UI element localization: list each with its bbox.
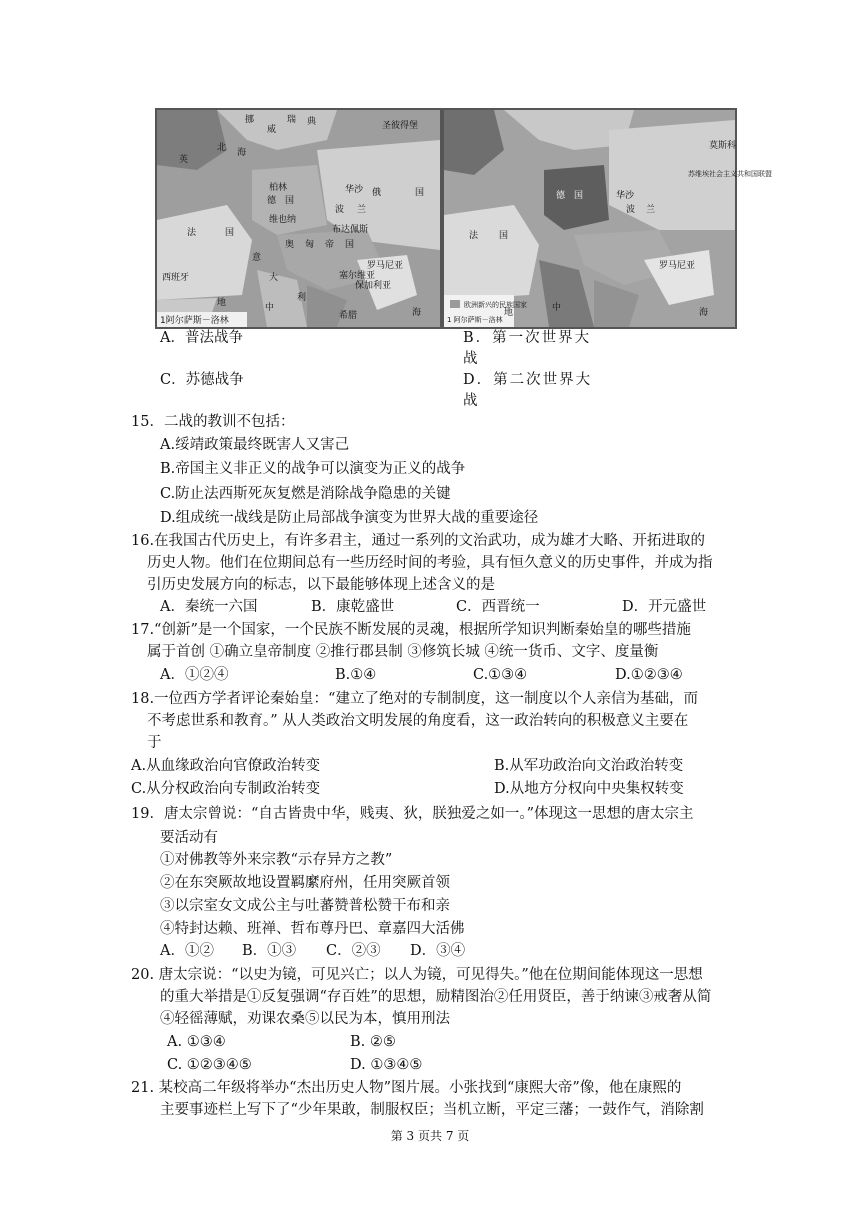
map-label: 俄 xyxy=(372,188,382,198)
map-label: 华沙 xyxy=(616,191,635,201)
q17-option-d: D.①②③④ xyxy=(615,667,683,683)
q19-stem-line1: 19．唐太宗曾说：“自古皆贵中华，贱夷、狄，朕独爱之如一。”体现这一思想的唐太宗主 xyxy=(131,806,694,822)
map-right-labels xyxy=(444,110,772,327)
q19-option-a: A．①② xyxy=(160,943,214,959)
q15-option-d: D.组成统一战线是防止局部战争演变为世界大战的重要途径 xyxy=(160,510,539,526)
q17-option-c: C.①③④ xyxy=(473,667,528,683)
q19-option-d: D．③④ xyxy=(410,943,466,959)
q17-stem-line1: 17.“创新”是一个国家，一个民族不断发展的灵魂，根据所学知识判断秦始皇的哪些措施 xyxy=(131,622,691,638)
q17-option-b: B.①④ xyxy=(335,667,377,683)
map-label: 中 xyxy=(552,303,562,313)
map-label: 利 xyxy=(297,293,307,303)
map-label: 大 xyxy=(269,273,279,283)
q17-option-a: A．①②④ xyxy=(160,667,229,683)
map-label: 国 xyxy=(225,228,235,238)
page-footer: 第 3 页共 7 页 xyxy=(390,1129,470,1143)
map-label: 威 xyxy=(267,125,277,135)
map-left-labels xyxy=(157,110,440,327)
map-label: 莫斯科 xyxy=(709,141,737,151)
map-label: 瑞 xyxy=(287,115,297,125)
q20-stem-line1: 20. 唐太宗说：“以史为镜，可见兴亡；以人为镜，可见得失。”他在位期间能体现这一思想 xyxy=(131,967,703,983)
map-label: 帝 xyxy=(325,240,335,250)
q20-option-d: D. ①③④⑤ xyxy=(350,1057,423,1073)
map-label: 罗马尼亚 xyxy=(367,261,404,271)
q16-stem-line3: 引历史发展方向的标志，以下最能够体现上述含义的是 xyxy=(147,577,495,593)
map-label: 地 xyxy=(217,298,227,308)
q18-stem-line1: 18.一位西方学者评论秦始皇：“建立了绝对的专制制度，这一制度以个人亲信为基础，而 xyxy=(131,691,698,707)
map-label: 地 xyxy=(504,308,514,318)
map-label: 典 xyxy=(307,117,317,127)
map-label: 罗马尼亚 xyxy=(659,261,696,271)
map-label: 英 xyxy=(179,155,189,165)
q19-item-1: ①对佛教等外来宗教“示存异方之教” xyxy=(160,852,393,868)
q16-stem-line2: 历史人物。他们在位期间总有一些历经时间的考验，具有恒久意义的历史事件，并成为指 xyxy=(147,555,713,571)
q16-option-c: C．西晋统一 xyxy=(456,599,540,615)
map-label: 德 xyxy=(267,196,277,206)
map-label: 维也纳 xyxy=(269,215,297,225)
q21-stem-line1: 21. 某校高二年级将举办“杰出历史人物”图片展。小张找到“康熙大帝”像，他在康熙的 xyxy=(131,1080,682,1096)
map-label: 华沙 xyxy=(345,185,364,195)
map-label: 布达佩斯 xyxy=(332,225,369,235)
q18-stem-line2: 不考虑世系和教育。” 从人类政治文明发展的角度看，这一政治转向的积极意义主要在 xyxy=(147,713,689,729)
map-label: 希腊 xyxy=(339,311,358,321)
map-label: 波 xyxy=(335,205,345,215)
q14-option-a: A．普法战争 xyxy=(160,330,243,346)
map-label: 国 xyxy=(345,240,355,250)
q14-option-d: D．第二次世界大 xyxy=(463,372,593,388)
q14-option-d-cont: 战 xyxy=(463,393,478,409)
q18-option-a: A.从血缘政治向官僚政治转变 xyxy=(131,758,321,774)
q19-item-3: ③以宗室女文成公主与吐蕃赞普松赞干布和亲 xyxy=(160,898,450,914)
q15-option-c: C.防止法西斯死灰复燃是消除战争隐患的关键 xyxy=(160,486,451,502)
q19-stem-line2: 要活动有 xyxy=(160,830,218,846)
map-label: 挪 xyxy=(245,115,255,125)
map-label: 奥 xyxy=(285,240,295,250)
q18-option-b: B.从军功政治向文治政治转变 xyxy=(494,758,684,774)
map-label: 中 xyxy=(265,303,275,313)
q21-stem-line2: 主要事迹栏上写下了“少年果敢，制服权臣；当机立断，平定三藩；一鼓作气，消除割 xyxy=(160,1102,704,1118)
map-label: 西班牙 xyxy=(162,273,190,283)
q15-option-a: A.绥靖政策最终既害人又害己 xyxy=(160,437,350,453)
map-caption: 1阿尔萨斯－洛林 xyxy=(160,316,229,326)
map-label: 兰 xyxy=(357,205,367,215)
q14-option-c: C．苏德战争 xyxy=(160,372,244,388)
q19-option-b: B．①③ xyxy=(242,943,297,959)
map-label: 海 xyxy=(699,308,709,318)
q19-option-c: C．②③ xyxy=(326,943,381,959)
q15-stem: 15．二战的教训不包括： xyxy=(131,414,295,430)
q20-option-c: C. ①②③④⑤ xyxy=(167,1057,252,1073)
map-label: 德 xyxy=(556,191,566,201)
map-europe-before-ww1 xyxy=(155,108,442,329)
map-label: 塞尔维亚 xyxy=(339,271,376,281)
map-label: 兰 xyxy=(646,205,656,215)
q20-option-b: B. ②⑤ xyxy=(350,1034,396,1050)
q20-option-a: A. ①③④ xyxy=(167,1034,226,1050)
map-caption: 1 阿尔萨斯－洛林 xyxy=(447,316,503,324)
q18-option-c: C.从分权政治向专制政治转变 xyxy=(131,781,321,797)
map-label: 海 xyxy=(412,308,422,318)
q16-option-b: B．康乾盛世 xyxy=(311,599,395,615)
q16-option-d: D．开元盛世 xyxy=(622,599,707,615)
map-label: 法 xyxy=(187,228,197,238)
q18-option-d: D.从地方分权向中央集权转变 xyxy=(494,781,684,797)
map-label: 圣彼得堡 xyxy=(382,121,419,131)
map-label: 国 xyxy=(415,188,425,198)
q18-stem-line3: 于 xyxy=(147,735,162,751)
map-label: 苏维埃社会主义共和国联盟 xyxy=(688,170,772,178)
map-label: 波 xyxy=(626,205,636,215)
map-label: 匈 xyxy=(305,240,315,250)
map-label: 意 xyxy=(252,253,262,263)
q17-stem-line2: 属于首创 ①确立皇帝制度 ②推行郡县制 ③修筑长城 ④统一货币、文字、度量衡 xyxy=(147,644,659,660)
map-label: 保加利亚 xyxy=(355,281,392,291)
map-label: 国 xyxy=(574,191,584,201)
q16-stem-line1: 16.在我国古代历史上，有许多君主，通过一系列的文治武功，成为雄才大略、开拓进取的 xyxy=(131,533,706,549)
map-legend: 欧洲新兴的民族国家 xyxy=(464,301,527,309)
q19-item-4: ④特封达赖、班禅、哲布尊丹巴、章嘉四大活佛 xyxy=(160,921,465,937)
map-label: 海 xyxy=(237,148,247,158)
q19-item-2: ②在东突厥故地设置羁縻府州，任用突厥首领 xyxy=(160,875,450,891)
map-label: 国 xyxy=(285,196,295,206)
map-label: 北 xyxy=(217,143,227,153)
q16-option-a: A．秦统一六国 xyxy=(160,599,258,615)
q14-option-b-cont: 战 xyxy=(463,351,478,367)
q14-option-b: B．第一次世界大 xyxy=(463,330,592,346)
map-label: 国 xyxy=(499,231,509,241)
map-europe-after-ww1 xyxy=(442,108,772,329)
map-label: 柏林 xyxy=(269,183,288,193)
map-label: 法 xyxy=(469,231,479,241)
q20-stem-line3: ④轻徭薄赋，劝课农桑⑤以民为本，慎用刑法 xyxy=(160,1011,450,1027)
q15-option-b: B.帝国主义非正义的战争可以演变为正义的战争 xyxy=(160,461,466,477)
q20-stem-line2: 的重大举措是①反复强调“存百姓”的思想，励精图治②任用贤臣，善于纳谏③戒奢从简 xyxy=(160,989,712,1005)
